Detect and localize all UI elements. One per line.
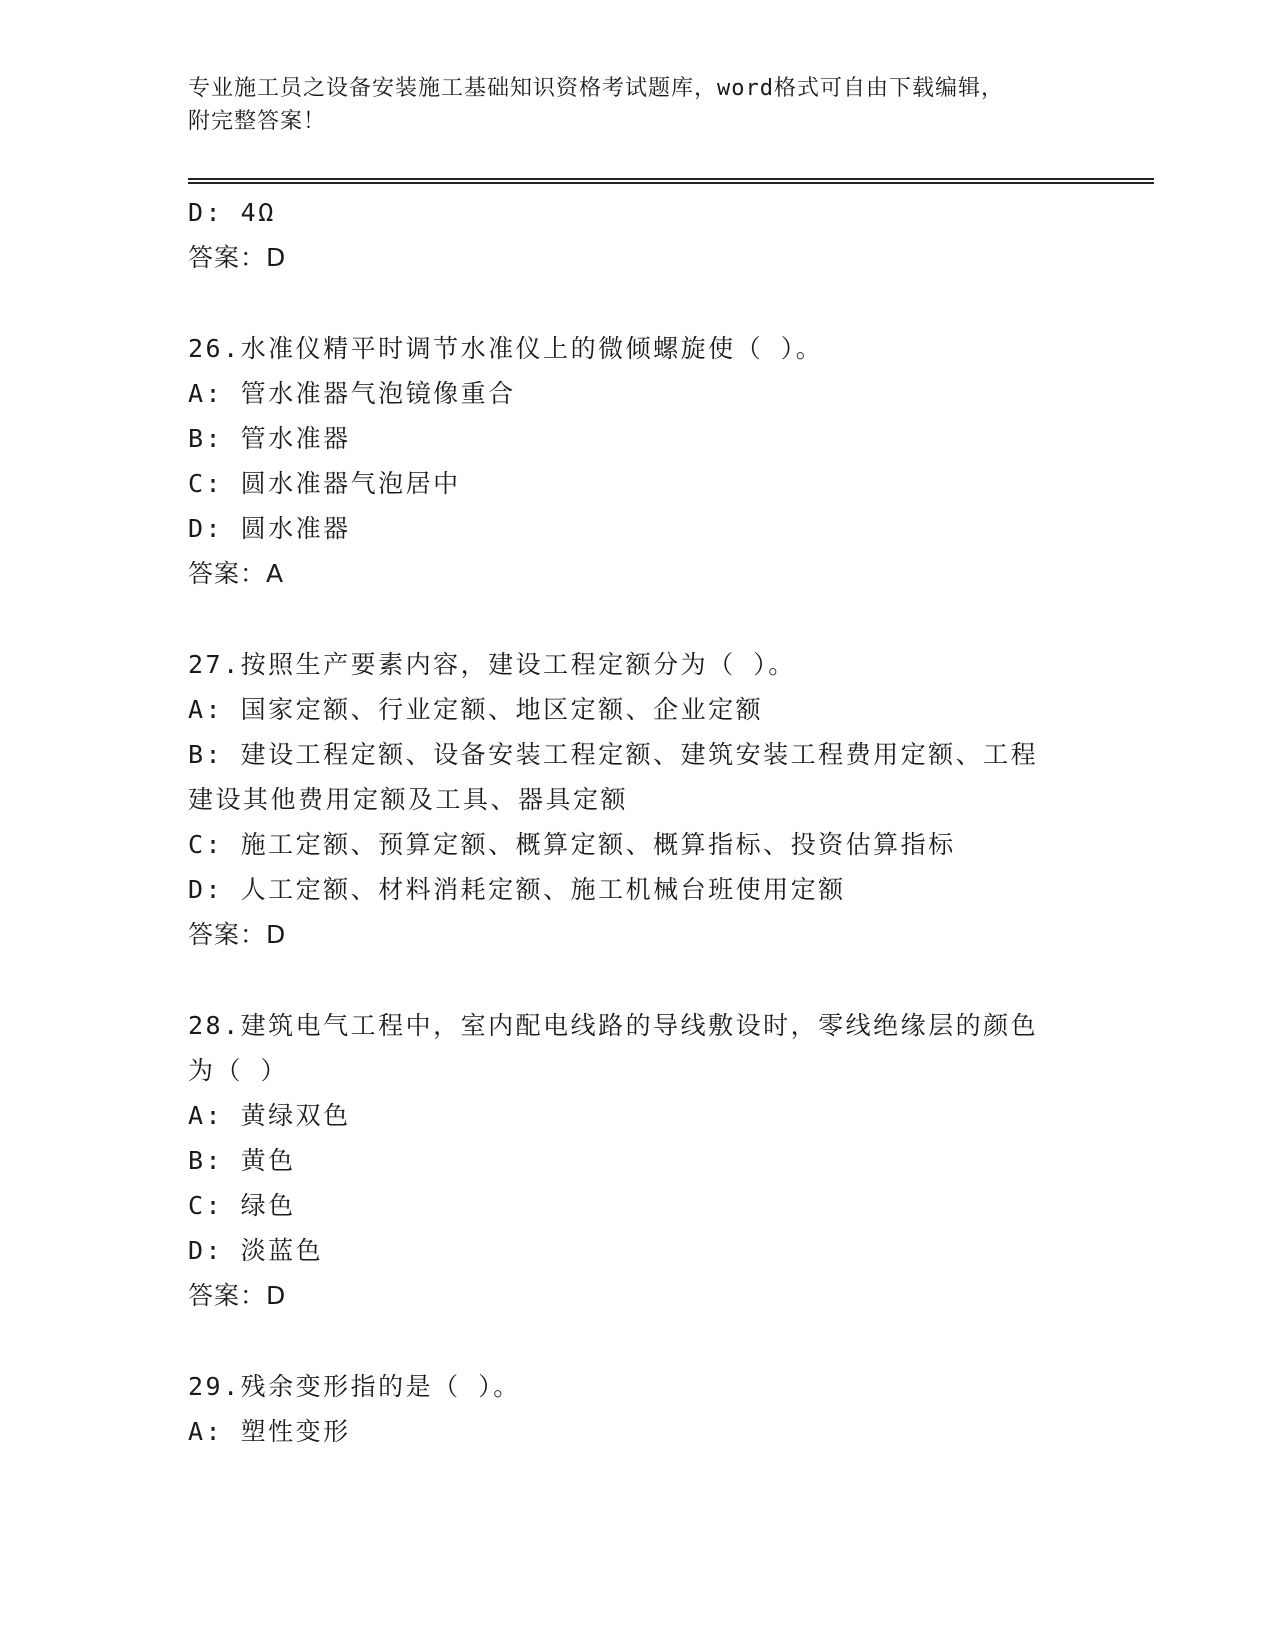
question-stem: 27.按照生产要素内容，建设工程定额分为（ ）。 [188, 650, 796, 679]
header-line-1: 专业施工员之设备安装施工基础知识资格考试题库，word格式可自由下载编辑， [188, 76, 1004, 101]
previous-question-tail [188, 190, 1088, 280]
question-26 [188, 326, 1088, 596]
option-a: A: 塑性变形 [188, 1417, 351, 1446]
option-b-continued: 建设其他费用定额及工具、器具定额 [188, 785, 629, 814]
option-c: C: 圆水准器气泡居中 [188, 469, 461, 498]
option-a: A: 黄绿双色 [188, 1101, 351, 1130]
question-stem-continued: 为（ ） [188, 1056, 289, 1085]
option-c: C: 绿色 [188, 1191, 296, 1220]
header-double-rule [188, 178, 1154, 184]
option-d: D: 人工定额、材料消耗定额、施工机械台班使用定额 [188, 875, 846, 904]
question-stem: 26.水准仪精平时调节水准仪上的微倾螺旋使（ ）。 [188, 334, 824, 363]
question-stem: 29.残余变形指的是（ ）。 [188, 1372, 521, 1401]
option-a: A: 管水准器气泡镜像重合 [188, 379, 516, 408]
answer-line: 答案：D [188, 1281, 287, 1310]
option-d: D: 圆水准器 [188, 514, 351, 543]
option-d: D: 淡蓝色 [188, 1236, 324, 1265]
question-stem: 28.建筑电气工程中，室内配电线路的导线敷设时，零线绝缘层的颜色 [188, 1011, 1039, 1040]
option-d: D: 4Ω [188, 198, 276, 227]
header-line-2: 附完整答案！ [188, 109, 327, 134]
option-b: B: 黄色 [188, 1146, 296, 1175]
page-header [188, 72, 1068, 138]
option-c: C: 施工定额、预算定额、概算定额、概算指标、投资估算指标 [188, 830, 956, 859]
answer-line: 答案：D [188, 243, 287, 272]
answer-line: 答案：A [188, 559, 285, 588]
question-28 [188, 1003, 1088, 1318]
question-29 [188, 1364, 1088, 1454]
option-b: B: 建设工程定额、设备安装工程定额、建筑安装工程费用定额、工程 [188, 740, 1039, 769]
question-27 [188, 642, 1088, 957]
answer-line: 答案：D [188, 920, 287, 949]
option-b: B: 管水准器 [188, 424, 351, 453]
document-body [188, 190, 1088, 1454]
option-a: A: 国家定额、行业定额、地区定额、企业定额 [188, 695, 764, 724]
